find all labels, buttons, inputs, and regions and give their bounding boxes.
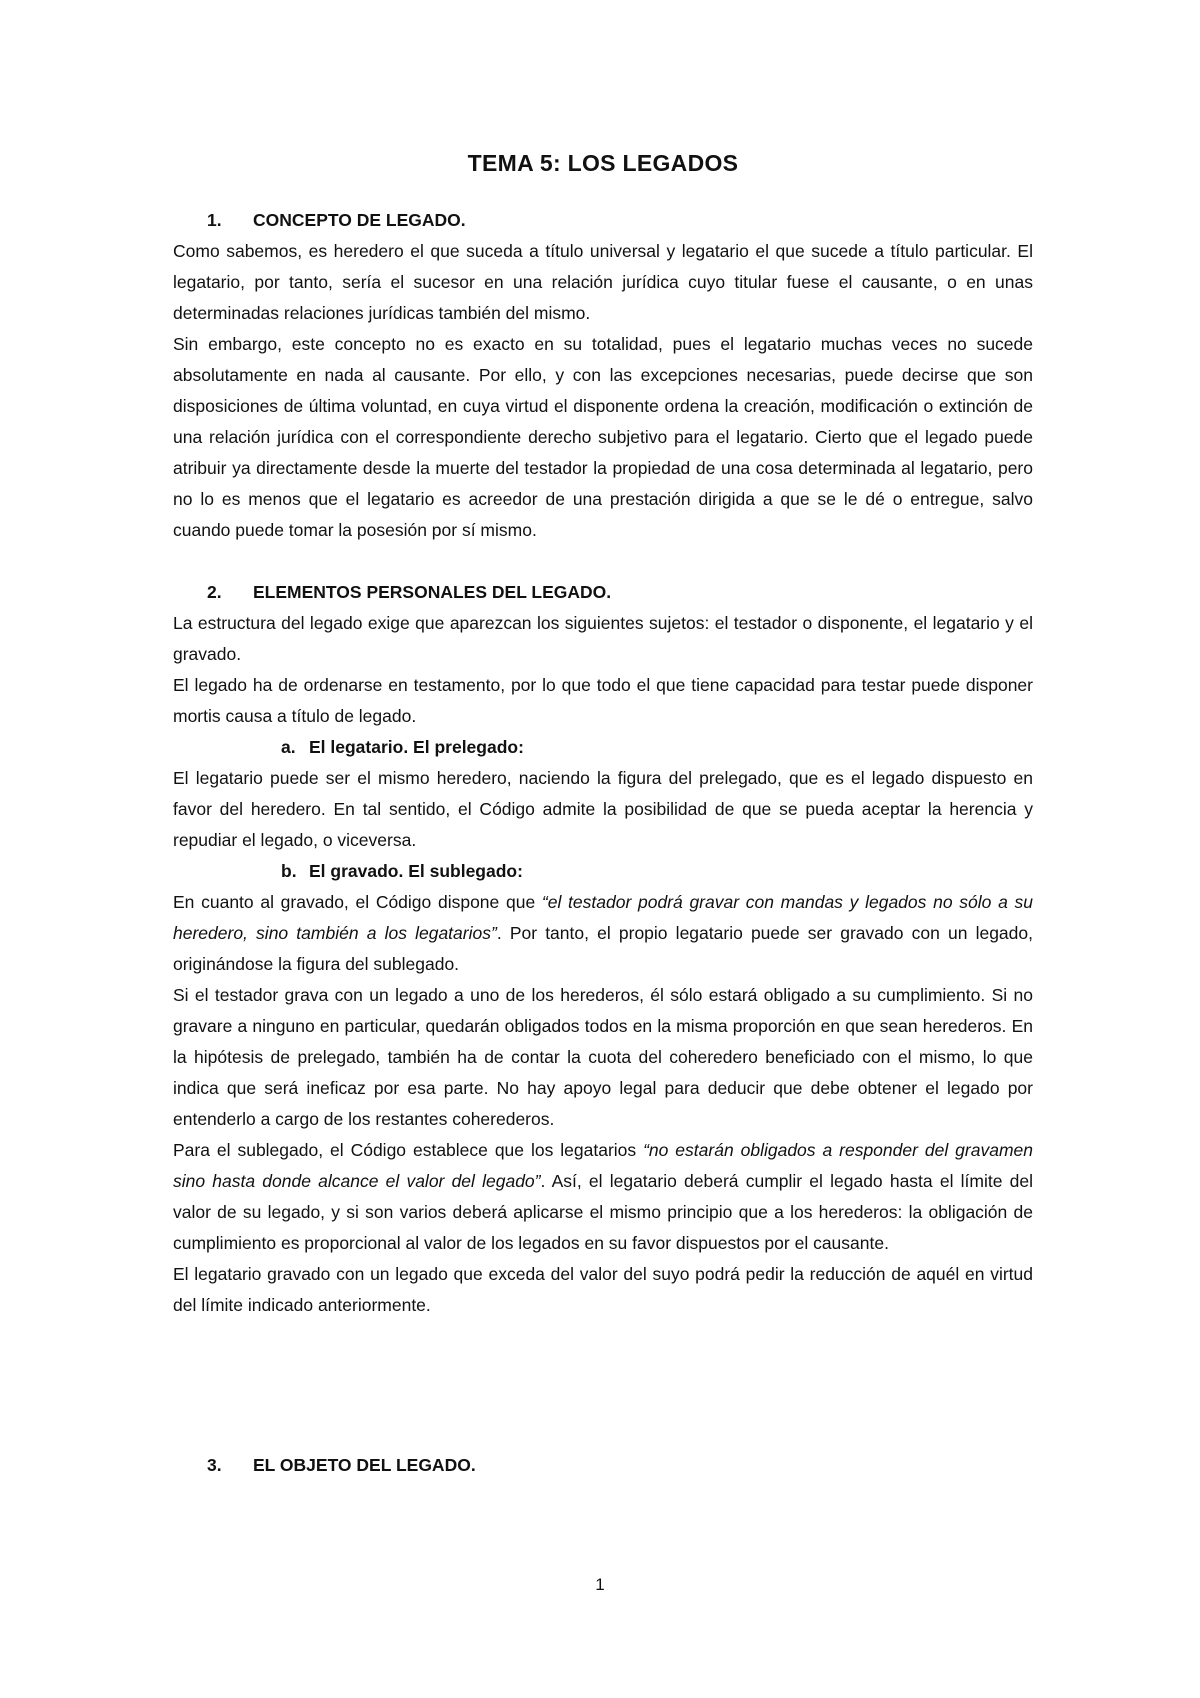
section-objeto	[173, 1450, 1033, 1481]
section-number: 2.	[207, 582, 222, 602]
section-title: ELEMENTOS PERSONALES DEL LEGADO.	[253, 582, 612, 602]
text-run: Para el sublegado, el Código establece que los legatarios	[173, 1140, 644, 1160]
legal-quote: “no estarán obligados a responder del gravamen sino hasta donde alcance el valor del legado”	[173, 1140, 1033, 1191]
paragraph: Sin embargo, este concepto no es exacto en su totalidad, pues el legatario muchas veces no sucede absolutamente en nada al causante. Por ello, y con las excepciones necesarias, puede decirse que son disposiciones de última voluntad, en cuya virtud el disponente ordena la creación, modificación o extinción de una relación jurídica con el correspondiente derecho subjetivo para el legatario. Cierto que el legado puede atribuir ya directamente desde la muerte del testador la propiedad de una cosa determinada al legatario, pero no lo es menos que el legatario es acreedor de una prestación dirigida a que se le dé o entregue, salvo cuando puede tomar la posesión por sí mismo.	[173, 334, 1033, 540]
text-run: En cuanto al gravado, el Código dispone que	[173, 892, 542, 912]
paragraph: Si el testador grava con un legado a uno de los herederos, él sólo estará obligado a su cumplimiento. Si no gravare a ninguno en particular, quedarán obligados todos en la misma proporción en que sean herederos. En la hipótesis de prelegado, también ha de contar la cuota del coheredero beneficiado con el mismo, lo que indica que será ineficaz por esa parte. No hay apoyo legal para deducir que debe obtener el legado por entenderlo a cargo de los restantes coherederos.	[173, 985, 1033, 1129]
subsection-heading	[173, 856, 1033, 887]
text-run: . Así, el legatario deberá cumplir el legado hasta el límite del valor de su legado, y si son varios deberá aplicarse el mismo principio que a los herederos: la obligación de cumplimiento es proporcional al valor de los legados en su favor dispuestos por el causante.	[173, 1171, 1033, 1253]
document-title: TEMA 5: LOS LEGADOS	[467, 150, 739, 176]
section-heading	[173, 205, 1033, 236]
subsection-letter: a.	[281, 737, 296, 757]
section-heading	[173, 577, 1033, 608]
section-concepto	[173, 205, 1033, 546]
paragraph: El legatario puede ser el mismo heredero, naciendo la figura del prelegado, que es el legado dispuesto en favor del heredero. En tal sentido, el Código admite la posibilidad de que se pueda aceptar la herencia y repudiar el legado, o viceversa.	[173, 768, 1033, 850]
text-run: . Por tanto, el propio legatario puede ser gravado con un legado, originándose la figura del sublegado.	[173, 923, 1033, 974]
section-elementos-personales	[173, 577, 1033, 1321]
subsection-title: El legatario. El prelegado:	[309, 737, 524, 757]
paragraph: La estructura del legado exige que aparezcan los siguientes sujetos: el testador o disponente, el legatario y el gravado.	[173, 613, 1033, 664]
subsection-heading	[173, 732, 1033, 763]
section-heading	[173, 1450, 1033, 1481]
subsection-letter: b.	[281, 861, 297, 881]
page-number: 1	[595, 1575, 605, 1594]
paragraph: Como sabemos, es heredero el que suceda a título universal y legatario el que sucede a título particular. El legatario, por tanto, sería el sucesor en una relación jurídica cuyo titular fuese el causante, o en unas determinadas relaciones jurídicas también del mismo.	[173, 241, 1033, 323]
paragraph: El legatario gravado con un legado que exceda del valor del suyo podrá pedir la reducción de aquél en virtud del límite indicado anteriormente.	[173, 1264, 1033, 1315]
section-number: 1.	[207, 210, 222, 230]
paragraph: El legado ha de ordenarse en testamento, por lo que todo el que tiene capacidad para testar puede disponer mortis causa a título de legado.	[173, 675, 1033, 726]
section-number: 3.	[207, 1455, 222, 1475]
paragraph	[173, 887, 1033, 980]
section-title: EL OBJETO DEL LEGADO.	[253, 1455, 476, 1475]
paragraph	[173, 1135, 1033, 1259]
legal-quote: “el testador podrá gravar con mandas y legados no sólo a su heredero, sino también a los legatarios”	[173, 892, 1033, 943]
section-title: CONCEPTO DE LEGADO.	[253, 210, 466, 230]
subsection-title: El gravado. El sublegado:	[309, 861, 523, 881]
